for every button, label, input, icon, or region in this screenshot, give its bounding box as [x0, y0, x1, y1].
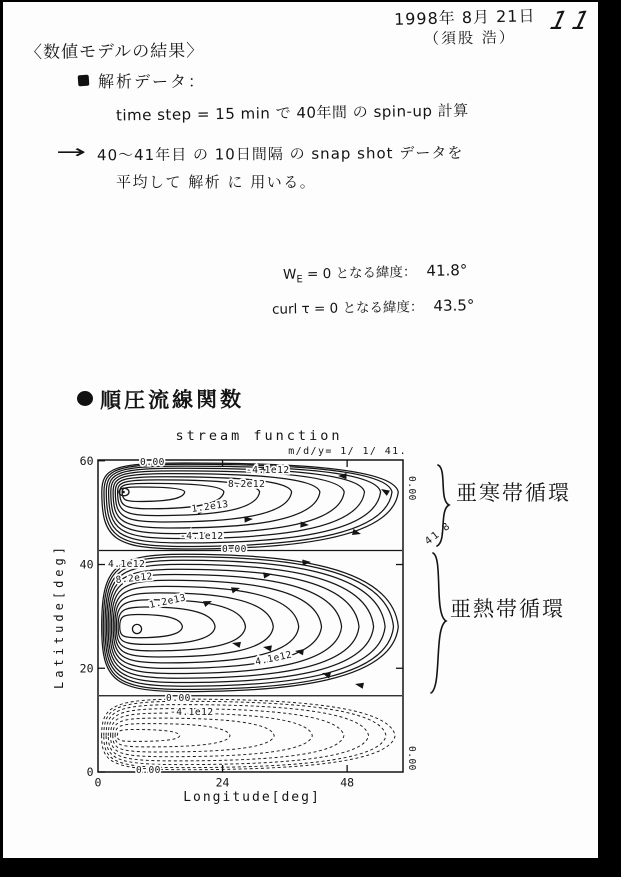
streamline-contour	[104, 701, 386, 767]
contour-label: 0.00	[222, 544, 247, 555]
analysis-arrow-icon: →	[56, 141, 87, 163]
gyre-annotation: 亜寒帯循環	[456, 481, 571, 505]
chart-title: stream function	[175, 428, 343, 444]
streamline-contour	[118, 607, 215, 644]
y-tick-label: 20	[79, 661, 94, 676]
y-tick-label: 60	[79, 453, 94, 468]
contour-label: 1.2e13	[148, 592, 188, 611]
contour-label: 0.00	[166, 693, 191, 704]
y-tick-labels	[80, 454, 94, 779]
contour-lines	[102, 463, 399, 770]
contour-label: 8.2e12	[115, 571, 154, 586]
streamline-contour	[122, 487, 185, 502]
subtropical-eye-contour	[132, 624, 141, 633]
flow-arrowhead	[262, 644, 271, 652]
contour-label: 0.00	[136, 765, 161, 776]
chart-header-label: m/d/y= 1/ 1/ 41.	[288, 446, 407, 457]
page-number: 11	[547, 6, 599, 35]
x-axis-label: Longitude[deg]	[183, 790, 321, 805]
contour-label: -4.1e12	[180, 531, 224, 542]
flow-arrowhead	[231, 585, 241, 593]
contour-label: -4.1e12	[246, 465, 290, 476]
analysis-line-average: 平均して 解析 に 用いる。	[116, 173, 317, 191]
date-note: 1998年 8月 21日	[393, 6, 536, 29]
contour-label: 0.00	[406, 746, 417, 771]
contour-label: 4.1e12	[108, 559, 146, 570]
contour-label: 0.00	[140, 457, 165, 468]
figure-heading: 順圧流線関数	[99, 387, 245, 413]
result-curl-line: curl τ = 0 となる緯度： 43.5°	[271, 296, 475, 318]
contour-label: 1.2e13	[190, 498, 230, 515]
contour-label: 4.1e12	[254, 649, 294, 668]
analysis-line-snapshot: 40〜41年目 の 10日間隔 の snap shot データを	[96, 143, 464, 165]
streamline-contour	[117, 730, 180, 742]
subpolar-eye-dot	[122, 491, 125, 494]
author-note: （須股 浩）	[423, 28, 516, 48]
result-we-line: $W_E = 0$ となる緯度： 41.8°	[282, 261, 468, 286]
analysis-line-timestep: time step = 15 min で 40年間 の spin-up 計算	[115, 101, 469, 125]
analysis-heading: 解析データ：	[98, 72, 207, 91]
streamline-contour	[115, 724, 230, 747]
flow-arrowhead	[302, 559, 311, 566]
flow-arrowhead	[354, 681, 364, 689]
doc-title: 〈数値モデルの結果〉	[24, 41, 205, 63]
y-tick-label: 40	[79, 557, 94, 572]
streamline-contour	[108, 709, 344, 761]
flow-arrowhead	[295, 648, 304, 655]
gyre-annotation: 41.8	[423, 520, 454, 548]
gyre-annotation: 亜熱帯循環	[450, 597, 565, 621]
x-tick-label: 48	[340, 775, 355, 790]
contour-label: 8.2e12	[228, 479, 266, 490]
contour-label: -4.1e12	[170, 707, 214, 718]
contour-label: 0.00	[406, 476, 417, 501]
x-tick-labels	[95, 776, 355, 790]
flow-arrowhead	[203, 598, 213, 607]
streamline-contour	[120, 615, 183, 638]
y-tick-label: 0	[86, 765, 94, 779]
streamline-contour	[113, 586, 299, 663]
x-tick-label: 0	[94, 775, 102, 790]
y-axis-label: Latitude[deg]	[52, 543, 66, 689]
x-tick-label: 24	[215, 775, 230, 790]
subtropical-brace	[431, 553, 446, 693]
